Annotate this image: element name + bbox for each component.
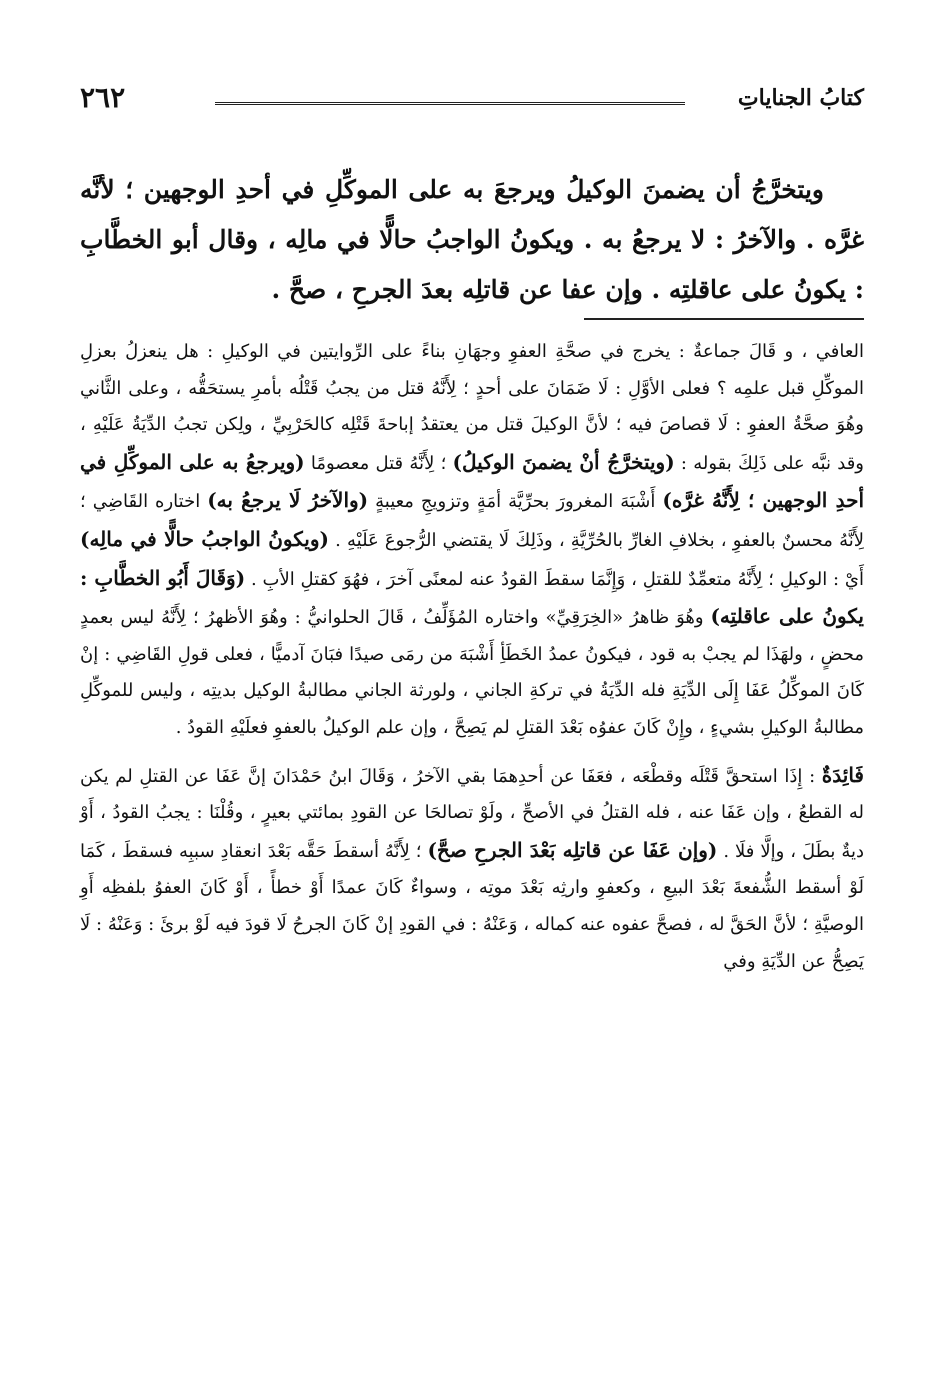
commentary-text: : إِذَا استحقَّ قَتْلَه وقطْعَه ، فعَفَا عن أحدِهمَا بقي الآخرُ ، وَقَالَ ابنُ حَمْدَانَ إنَّ عَفَا عن القتلِ لم يكن له القطعُ ، وإن عَفَا عنه ، فله القتلُ في الأصحِّ ، ولَوْ تصالحَا عن القودِ بمائتي بعيرٍ ، وقُلْنَا : يجبُ القودُ ، أَوْ ديةٌ بطَلَ ، وإلَّا فلَا . — [80, 765, 865, 862]
commentary-text: أَشْبَهَ المغرورَ بحرِّيَّة أمَةٍ وتزويجِ معيبةٍ — [368, 491, 663, 513]
running-title: كتابُ الجناياتِ — [737, 85, 864, 111]
commentary-text: ؛ لِأَنَّهُ أسقطَ حَقَّه بَعْدَ انعقادِ سببِه فسقطَ ، كَمَا لَوْ أسقط الشُّفعةَ بَعْدَ البيعِ ، وكعفوِ وارثِه بَعْدَ موتِه ، وسواءٌ كَانَ عمدًا أَوْ خطأً ، أَوْ كَانَ العفوُ بلفظِه أَوِ الوصيَّةِ ؛ لأنَّ الحَقَّ له ، فصحَّ عفوه عنه كماله ، وَعَنْهُ : في القودِ إنْ كَانَ الجرحُ لَا قودَ فيه لَوْ برئَ : وَعَنْهُ : لَا يَصِحُّ عن الدِّيَةِ وفي — [80, 840, 865, 972]
footnote-separator — [584, 318, 864, 320]
quoted-matn: (ويكونُ الواجبُ حالًّا في مالِه) — [80, 526, 329, 551]
quoted-matn: (ويتخرَّجُ أنْ يضمنَ الوكيلُ) — [452, 449, 675, 474]
commentary-text: وهُوَ ظاهرُ «الخِرَقِيِّ» واختاره المُؤَلِّفُ ، قَالَ الحلوانيُّ : وهُوَ الأظهرُ ؛ لِأَنَّهُ ليس بعمدٍ محضٍ ، ولهَذَا لم يجبْ به قود ، فيكونُ عمدُ الخَطَأِ أَشْبَهَ من رمَى صيدًا فبَانَ آدميًّا ، فعلى قولِ القَاضِي : إنْ كَانَ الموكِّلُ عَفَا إِلَى الدِّيَةِ فله الدِّيَةُ في تركةِ الجاني ، ولورثة الجاني مطالبةُ الوكيل بديتِه ، وليس للموكِّلِ مطالبةُ الوكيلِ بشيءٍ ، وإِنْ كَانَ عفوُه بَعْدَ القتلِ لم يَصِحَّ ، وإن علم الوكيلُ بالعفوِ فعلَيْهِ القودُ . — [80, 607, 864, 738]
quoted-matn: فَائِدَةٌ — [821, 762, 864, 787]
page-header — [80, 78, 864, 118]
main-text — [80, 165, 864, 315]
commentary — [80, 334, 864, 980]
commentary-text: اختاره القَاضِي ؛ لِأَنَّهُ محسنٌ بالعفوِ ، بخلافِ الغارِّ بالحُرِّيَّةِ ، وذَلِكَ لَا يقتضي الرُّجوعَ عَلَيْهِ . — [80, 491, 865, 551]
main-text-paragraph: ويتخرَّجُ أن يضمنَ الوكيلُ ويرجعَ به على الموكِّلِ في أحدِ الوجهين ؛ لأنَّه غرَّه . والآخرُ : لا يرجعُ به . ويكونُ الواجبُ حالًّا في مالِه ، وقال أبو الخطَّابِ : يكونُ على عاقلتِه . وإن عفا عن قاتلِه بعدَ الجرحِ ، صحَّ . — [80, 175, 864, 304]
quoted-matn: (وإن عَفَا عن قاتلِه بَعْدَ الجرحِ صحَّ) — [427, 837, 718, 862]
commentary-paragraph-1 — [80, 334, 864, 747]
commentary-text: ؛ لِأَنَّهُ قتل معصومًا — [304, 452, 453, 474]
quoted-matn: (وَقَالَ أَبُو الخطَّابِ : يكونُ على عاقلتِه) — [80, 565, 864, 629]
quoted-matn: (والآخرُ لَا يرجعُ به) — [207, 488, 369, 513]
commentary-paragraph-2 — [80, 757, 864, 981]
commentary-text: أَيْ : الوكيلِ ؛ لِأَنَّهُ متعمِّدٌ للقتلِ ، وَإِنَّمَا سقطَ القودُ عنه لمعنًى آخرَ ، فهُوَ كقتلِ الأبِ . — [245, 568, 865, 590]
header-rule — [215, 102, 685, 107]
commentary-text: العافي ، و قَالَ جماعةٌ : يخرج في صحَّةِ العفوِ وجهَانِ بناءً على الرِّوايتين في الوكيلِ : هل ينعزلُ بعزلِ الموكِّلِ قبل علمِه ؟ فعلى الأوَّلِ : لَا ضَمَانَ على أحدٍ ؛ لِأَنَّهُ قتل من يجبُ قَتْلُه بأمرِ يستحَقُّه ، وعلى الثَّاني وهُوَ صحَّةُ العفوِ : لَا قصاصَ فيه ؛ لأنَّ الوكيلَ قتل من يعتقدُ إباحةَ قَتْلِه كالحَرْبِيِّ ، ولِكن تجبُ الدِّيَةُ عَلَيْهِ ، وقد نبَّه على ذَلِكَ بقوله : — [80, 341, 864, 474]
quoted-matn: (ويرجعُ به على الموكِّلِ في أحدِ الوجهين ؛ لِأَنَّهُ غرَّه) — [80, 449, 864, 513]
page-number: ٢٦٢ — [80, 81, 126, 114]
